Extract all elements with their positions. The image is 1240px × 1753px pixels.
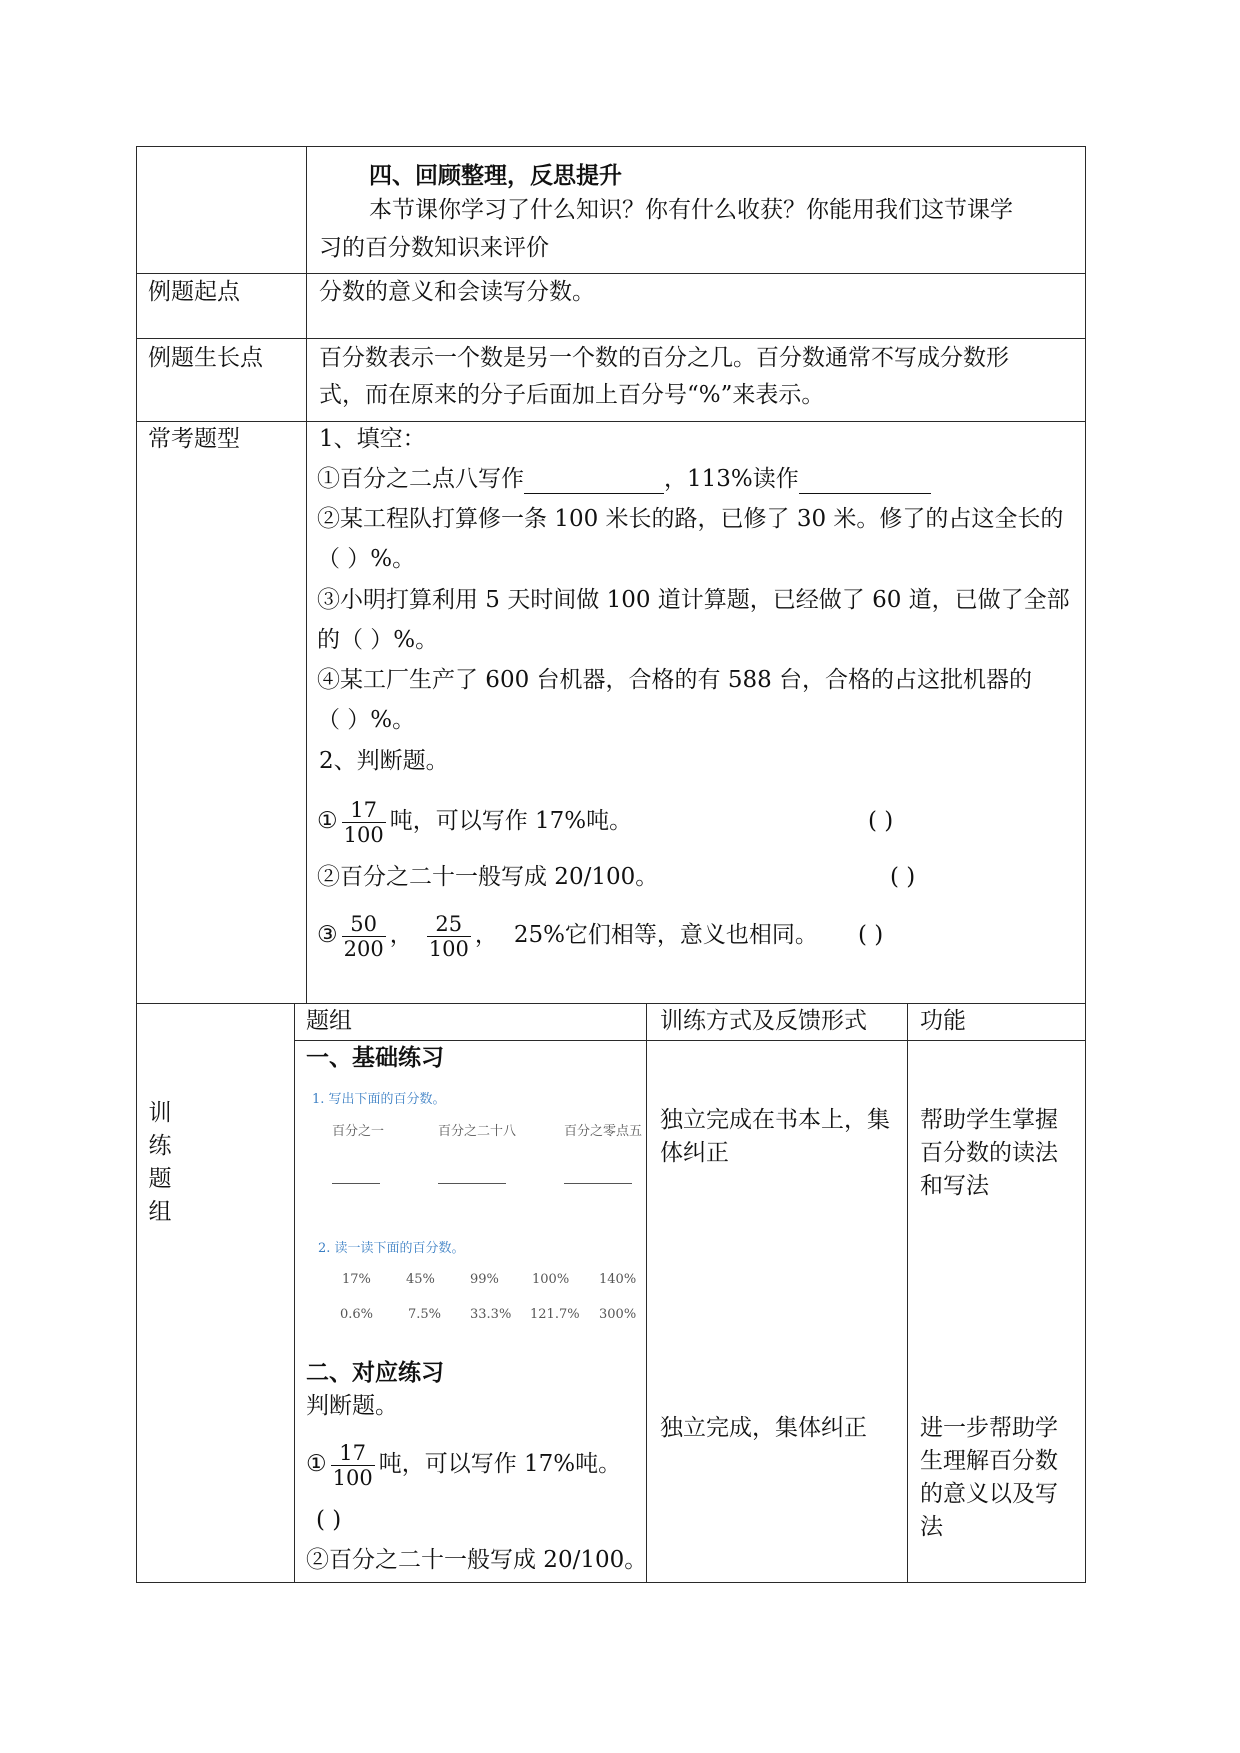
- fraction-denominator: 100: [343, 822, 384, 847]
- fill-title: 1、填空：: [319, 426, 426, 452]
- exercise-2-title: 2. 读一读下面的百分数。: [318, 1241, 465, 1256]
- question-3-line-2: 的（ ）%。: [317, 627, 439, 653]
- judge-item-3: [317, 907, 818, 963]
- judge-paren-2: ( ): [890, 864, 916, 890]
- percent-9: 121.7%: [530, 1307, 580, 1322]
- comma: ，: [389, 922, 413, 948]
- corresponding-function-line-4: 法: [920, 1514, 943, 1540]
- question-1-part-a: ①百分之二点八写作: [317, 466, 524, 492]
- row-label-start: 例题起点: [148, 279, 240, 305]
- question-2-line-2: （ ）%。: [317, 546, 416, 572]
- basic-function-line-2: 百分数的读法: [920, 1140, 1058, 1166]
- corresponding-method: 独立完成，集体纠正: [660, 1415, 867, 1441]
- fraction-17-100: [331, 1441, 375, 1490]
- training-label-char-4: 组: [148, 1199, 172, 1225]
- question-1: [317, 464, 931, 494]
- answer-line-2[interactable]: [438, 1183, 506, 1184]
- fraction-denominator: 100: [332, 1465, 373, 1490]
- fraction-50-200: [342, 912, 386, 961]
- question-1-part-b: ，113%读作: [664, 466, 799, 492]
- basic-function-line-1: 帮助学生掌握: [920, 1107, 1058, 1133]
- corresponding-judge-1-text: 吨，可以写作 17%吨。: [378, 1451, 622, 1477]
- fraction-denominator: 200: [343, 936, 384, 961]
- fraction-numerator: 17: [331, 1441, 375, 1466]
- fraction-numerator: 50: [342, 912, 386, 937]
- percent-3: 99%: [470, 1272, 499, 1287]
- basic-method-line-1: 独立完成在书本上，集: [660, 1107, 890, 1133]
- header-group: 题组: [306, 1008, 352, 1034]
- exercise-1-item-3: 百分之零点五: [564, 1124, 643, 1139]
- judge-item-1-text: 吨，可以写作 17%吨。: [389, 808, 633, 834]
- answer-line-3[interactable]: [564, 1183, 632, 1184]
- answer-line-1[interactable]: [332, 1183, 380, 1184]
- row-start-text: 分数的意义和会读写分数。: [319, 279, 595, 305]
- question-2: [317, 504, 1085, 576]
- row-label-growth: 例题生长点: [148, 345, 263, 371]
- training-label-char-3: 题: [148, 1166, 172, 1192]
- fraction-17-100: [342, 798, 386, 847]
- judge-title: 2、判断题。: [319, 748, 449, 774]
- percent-10: 300%: [599, 1307, 637, 1322]
- training-label-char-1: 训: [148, 1100, 172, 1126]
- exercise-1-item-2: 百分之二十八: [438, 1124, 517, 1139]
- corresponding-function-line-1: 进一步帮助学: [920, 1415, 1058, 1441]
- corresponding-practice-title: 二、对应练习: [306, 1359, 444, 1386]
- row-label-common: 常考题型: [148, 426, 240, 452]
- fraction-numerator: 25: [427, 912, 471, 937]
- row-growth-line-1: 百分数表示一个数是另一个数的百分之几。百分数通常不写成分数形: [319, 345, 1009, 371]
- fraction-numerator: 17: [342, 798, 386, 823]
- judge-paren-1: ( ): [868, 808, 894, 834]
- basic-practice-image: [310, 1080, 643, 1330]
- corresponding-judge-paren-1: ( ): [316, 1507, 342, 1533]
- corresponding-function-line-2: 生理解百分数: [920, 1448, 1058, 1474]
- header-method: 训练方式及反馈形式: [660, 1008, 867, 1034]
- corresponding-function-line-3: 的意义以及写: [920, 1481, 1058, 1507]
- corresponding-practice-sub: 判断题。: [306, 1393, 398, 1419]
- question-4-line-1: ④某工厂生产了 600 台机器，合格的有 588 台，合格的占这批机器的: [317, 667, 1033, 693]
- corresponding-judge-1-mark: ①: [306, 1451, 327, 1477]
- percent-4: 100%: [532, 1272, 570, 1287]
- exercise-1-item-1: 百分之一: [332, 1124, 385, 1139]
- answer-blank-2[interactable]: [799, 471, 931, 494]
- header-function: 功能: [920, 1008, 966, 1034]
- training-label-char-2: 练: [148, 1133, 172, 1159]
- review-line-2: 习的百分数知识来评价: [319, 235, 549, 261]
- corresponding-judge-1: [306, 1436, 621, 1492]
- percent-8: 33.3%: [470, 1307, 512, 1322]
- basic-method-line-2: 体纠正: [660, 1140, 729, 1166]
- judge-item-2: ②百分之二十一般写成 20/100。: [317, 864, 659, 890]
- percent-1: 17%: [342, 1272, 371, 1287]
- judge-item-1: [317, 793, 632, 849]
- question-3-line-1: ③小明打算利用 5 天时间做 100 道计算题，已经做了 60 道，已做了全部: [317, 587, 1070, 613]
- question-4-line-2: （ ）%。: [317, 707, 416, 733]
- question-2-line-1: ②某工程队打算修一条 100 米长的路，已修了 30 米。修了的占这全长的: [317, 506, 1064, 532]
- exercise-1-title: 1. 写出下面的百分数。: [312, 1092, 446, 1107]
- percent-7: 7.5%: [408, 1307, 442, 1322]
- review-heading: 四、回顾整理，反思提升: [369, 162, 622, 189]
- basic-function-line-3: 和写法: [920, 1173, 989, 1199]
- judge-item-3-text: 25%它们相等，意义也相同。: [513, 922, 818, 948]
- basic-practice-title: 一、基础练习: [306, 1044, 444, 1071]
- judge-item-1-mark: ①: [317, 808, 338, 834]
- answer-blank-1[interactable]: [524, 471, 664, 494]
- row-growth-line-2: 式，而在原来的分子后面加上百分号“%”来表示。: [319, 382, 825, 408]
- fraction-denominator: 100: [428, 936, 469, 961]
- fraction-25-100: [427, 912, 471, 961]
- comma: ，: [474, 922, 498, 948]
- corresponding-judge-2: ②百分之二十一般写成 20/100。: [306, 1547, 648, 1573]
- judge-paren-3: ( ): [858, 922, 884, 948]
- percent-6: 0.6%: [340, 1307, 374, 1322]
- percent-5: 140%: [599, 1272, 637, 1287]
- percent-2: 45%: [406, 1272, 435, 1287]
- question-3: [317, 585, 1085, 657]
- judge-item-3-mark: ③: [317, 922, 338, 948]
- review-line-1: 本节课你学习了什么知识？你有什么收获？你能用我们这节课学: [369, 197, 1013, 223]
- question-4: [317, 665, 1085, 737]
